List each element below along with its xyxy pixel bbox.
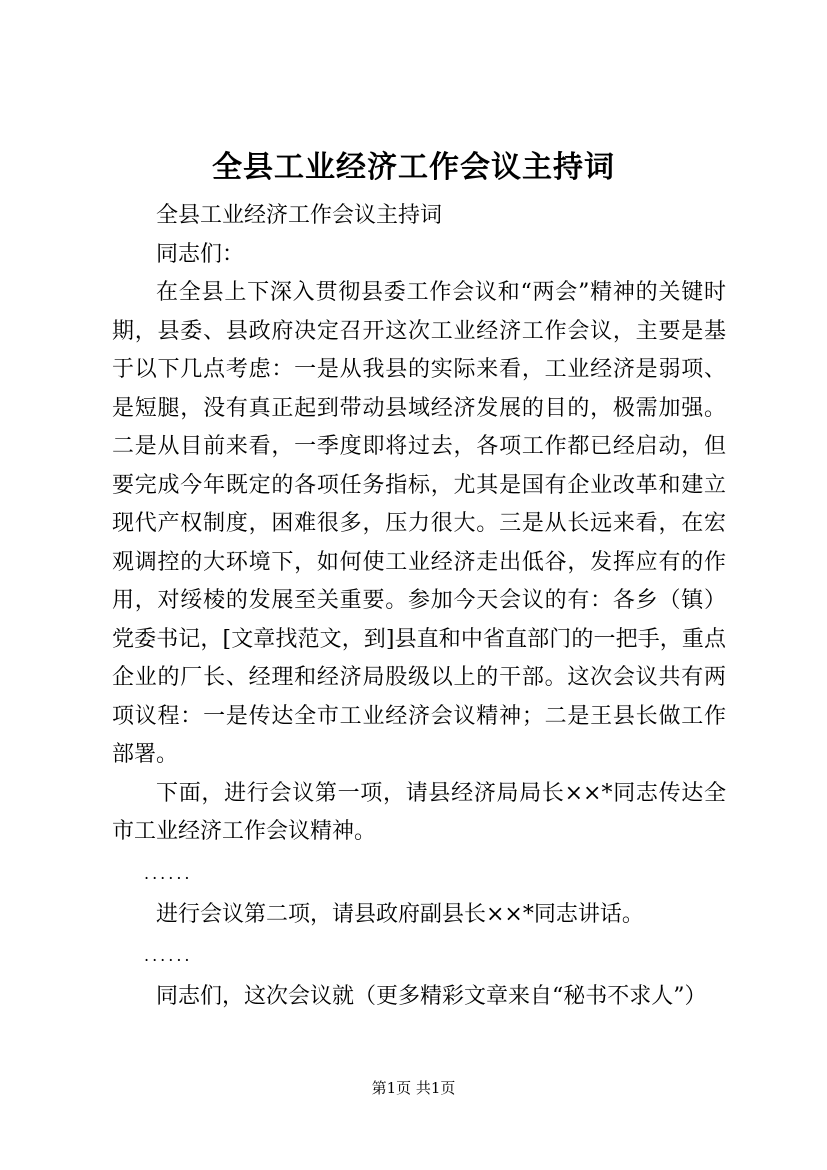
paragraph-subtitle: 全县工业经济工作会议主持词 — [156, 203, 443, 228]
page-footer: 第1页 共1页 — [371, 1079, 456, 1097]
document-body — [112, 197, 726, 1017]
paragraph-main: 在全县上下深入贯彻县委工作会议和“两会”精神的关键时期，县委、县政府决定召开这次工业经济工作会议，主要是基于以下几点考虑：一是从我县的实际来看，工业经济是弱项、是短腿，没有真正起到带动县域经济发展的目的，极需加强。二是从目前来看，一季度即将过去，各项工作都已经启动，但要完成今年既定的各项任务指标，尤其是国有企业改革和建立现代产权制度，困难很多，压力很大。三是从长远来看，在宏观调控的大环境下，如何使工业经济走出低谷，发挥应有的作用，对绥棱的发展至关重要。参加今天会议的有：各乡（镇）党委书记，[文章找范文，到]县直和中省直部门的一把手，重点企业的厂长、经理和经济局股级以上的干部。这次会议共有两项议程：一是传达全市工业经济会议精神；二是王县长做工作部署。 — [112, 280, 726, 767]
paragraph-salutation: 同志们： — [156, 241, 245, 267]
paragraph-agenda-one: 下面，进行会议第一项，请县经济局局长××*同志传达全市工业经济工作会议精神。 — [112, 780, 726, 844]
paragraph-agenda-two: 进行会议第二项，请县政府副县长××*同志讲话。 — [156, 901, 644, 927]
ellipsis-separator: ...... — [144, 863, 193, 883]
paragraph-closing: 同志们，这次会议就（更多精彩文章来自“秘书不求人”） — [156, 984, 707, 1009]
document-title: 全县工业经济工作会议主持词 — [212, 150, 615, 185]
ellipsis-separator: ...... — [144, 946, 193, 965]
